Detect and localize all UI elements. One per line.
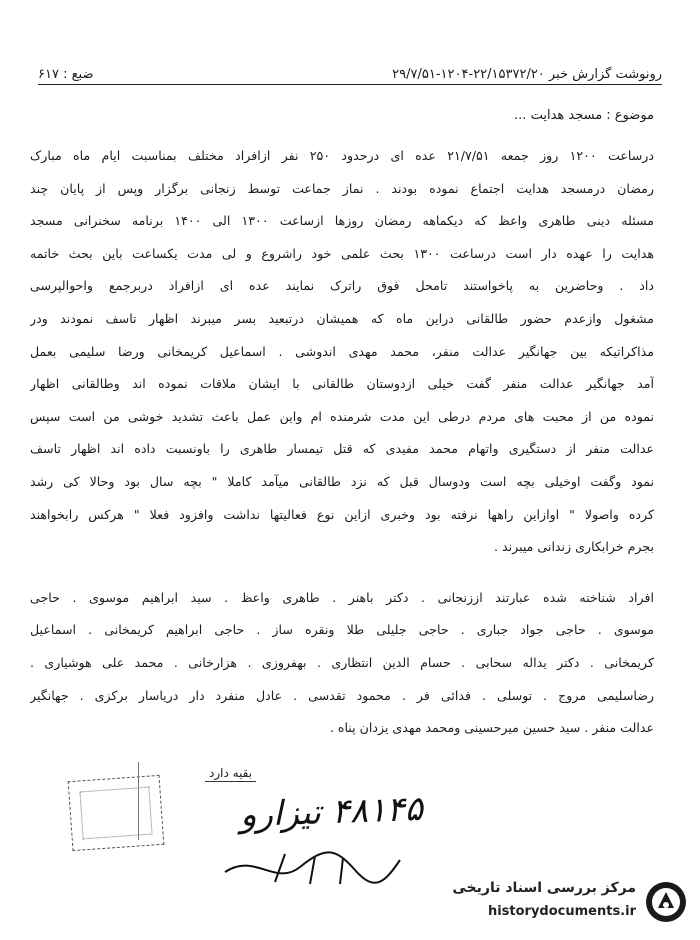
names-line: موسوی . حاجی جواد جباری . حاجی جلیلی طلا ونقره ساز . حاجی ابراهیم کریمخانی . اسماعیل	[30, 622, 654, 638]
document-header	[38, 58, 662, 82]
signature-scribble	[215, 842, 405, 892]
names-line: رضاسلیمی مروج . توسلی . فدائی فر . محمود تقدسی . عادل منفرد دار دریاسار برکزی . جهانگیر	[30, 687, 654, 703]
body-line: نموده من از محبت های مردم درطی این مدت شرمنده ام واین عمل باعث تشدید خوشی من است سپس	[30, 408, 654, 424]
body-line: کرده واصولا " اوازاین راهها نرفته بود وخبری ازاین نوع فعالیتها نداشت وافزود فعلا " هرکس رابخواهند	[30, 506, 654, 522]
body-line: هدایت را عهده دار است درساعت ۱۳۰۰ بحث علمی خود راشروع و لی مدت یکساعت باین بحث خاتمه	[30, 245, 654, 261]
document-date-ref: ضبع : ۶۱۷	[38, 67, 94, 82]
archive-url: historydocuments.ir	[487, 904, 636, 919]
continuation-note: بقیه دارد	[205, 766, 256, 782]
body-line: نمود وگفت اوخیلی بچه است ودوسال قبل که نزد طالقانی میآمد کاملا " بچه سال بود وحالا کی رشد	[30, 473, 654, 489]
body-line: رمضان درمسجد هدایت اجتماع نموده بودند . نماز جماعت توسط زنجانی برگزار وپس از پایان چند	[30, 180, 654, 196]
names-line: کریمخانی . دکتر یداله سحابی . حسام الدین انتظاری . بهفروزی . هزارخانی . محمد علی هوشیاری .	[30, 654, 654, 670]
body-line: مسئله دینی طاهری واعظ که دیکماهه رمضان روزها ازساعت ۱۳۰۰ الی ۱۴۰۰ برنامه سخنرانی مسجد	[30, 213, 654, 229]
names-line: افراد شناخته شده عبارتند اززنجانی . دکتر باهنر . طاهری واعظ . سید ابراهیم موسوی . حاجی	[30, 589, 654, 605]
body-line: درساعت ۱۲۰۰ روز جمعه ۲۱/۷/۵۱ عده ای درحدود ۲۵۰ نفر ازافراد مختلف بمناسبت ایام ماه مبارک	[30, 148, 654, 163]
body-line: داد . وحاضرین به پاخواستند تامحل فوق راترک نمایند عده ای ازافراد دربرجمع واحوالپرسی	[30, 278, 654, 294]
body-line: عدالت منفر از دستگیری واتهام محمد مفیدی که قتل تیمسار طاهری را باونسبت داده اند اظهار تاسف	[30, 441, 654, 457]
report-body	[30, 140, 654, 745]
body-line: مذاکراتیکه بین جهانگیر عدالت منفر، محمد مهدی اندوشی . اسماعیل کریمخانی ورضا سلیمی بعمل	[30, 343, 654, 359]
body-line: آمد جهانگیر عدالت منفر گفت خیلی ازدوستان طالقانی با ایشان ملاقات نموده اند وطالقانی اظهار	[30, 376, 654, 392]
paragraph-gap	[30, 564, 654, 582]
names-line: عدالت منفر . سید حسین میرحسینی ومحمد مهدی یزدان پناه .	[329, 720, 654, 736]
body-line: بجرم خرابکاری زندانی میبرند .	[494, 539, 654, 555]
report-title: رونوشت گزارش خبر ۲۲/۱۵۳۷۲/۲۰-۱۲۰۴-۲۹/۷/۵۱	[392, 67, 662, 82]
body-line: مشغول وازعدم حضور طالقانی دراین ماه که همیشان درتبعید بسر میبرند اظهار تاسف نمودند ودر	[30, 310, 654, 326]
margin-mark	[138, 762, 163, 840]
archive-logo-icon	[644, 880, 688, 924]
subject-line: موضوع : مسجد هدایت ...	[514, 108, 654, 123]
header-rule	[38, 84, 662, 85]
handwritten-note: ۴۸۱۴۵ تیزارو	[239, 788, 424, 836]
archive-title: مرکز بررسی اسناد تاریخی	[452, 880, 636, 896]
archive-watermark	[418, 874, 688, 932]
